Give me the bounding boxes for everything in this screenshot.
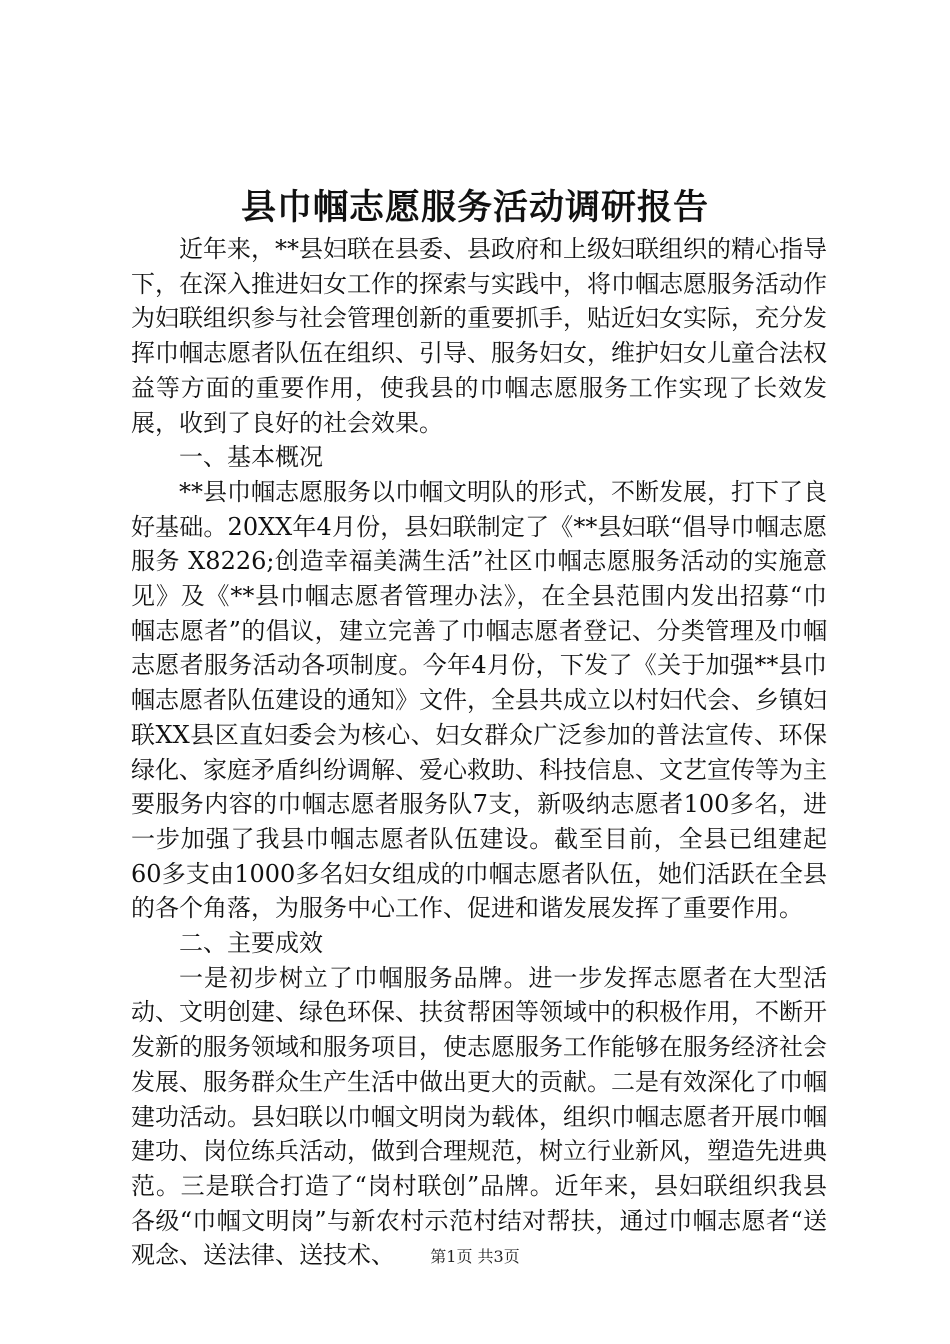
overview-paragraph: **县巾帼志愿服务以巾帼文明队的形式，不断发展，打下了良好基础。20XX年4月份，县妇联制定了《**县妇联“倡导巾帼志愿服务 X8226;创造幸福美满生活”社区巾帼志愿服务活动的实施意见》及《**县巾帼志愿者管理办法》，在全县范围内发出招募“巾帼志愿者”的倡议，建立完善了巾帼志愿者登记、分类管理及巾帼志愿者服务活动各项制度。今年4月份，下发了《关于加强**县巾帼志愿者队伍建设的通知》文件，全县共成立以村妇代会、乡镇妇联XX县区直妇委会为核心、妇女群众广泛参加的普法宣传、环保绿化、家庭矛盾纠纷调解、爱心救助、科技信息、文艺宣传等为主要服务内容的巾帼志愿者服务队7支，新吸纳志愿者100多名，进一步加强了我县巾帼志愿者队伍建设。截至目前，全县已组建起60多支由1000多名妇女组成的巾帼志愿者队伍，她们活跃在全县的各个角落，为服务中心工作、促进和谐发展发挥了重要作用。: [131, 477, 827, 923]
document-title: 县巾帼志愿服务活动调研报告: [240, 187, 709, 228]
page-footer: 第1页 共3页: [430, 1247, 520, 1266]
intro-paragraph: 近年来，**县妇联在县委、县政府和上级妇联组织的精心指导下，在深入推进妇女工作的探索与实践中，将巾帼志愿服务活动作为妇联组织参与社会管理创新的重要抓手，贴近妇女实际，充分发挥巾帼志愿者队伍在组织、引导、服务妇女，维护妇女儿童合法权益等方面的重要作用，使我县的巾帼志愿服务工作实现了长效发展，收到了良好的社会效果。: [131, 235, 827, 437]
achievements-paragraph: 一是初步树立了巾帼服务品牌。进一步发挥志愿者在大型活动、文明创建、绿色环保、扶贫帮困等领域中的积极作用，不断开发新的服务领域和服务项目，使志愿服务工作能够在服务经济社会发展、服务群众生产生活中做出更大的贡献。二是有效深化了巾帼建功活动。县妇联以巾帼文明岗为载体，组织巾帼志愿者开展巾帼建功、岗位练兵活动，做到合理规范，树立行业新风，塑造先进典范。三是联合打造了“岗村联创”品牌。近年来，县妇联组织我县各级“巾帼文明岗”与新农村示范村结对帮扶，通过巾帼志愿者“送观念、送法律、送技术、: [131, 963, 827, 1270]
section-heading-overview: 一、基本概况: [179, 443, 323, 472]
section-heading-achievements: 二、主要成效: [179, 929, 323, 958]
document-body: [131, 232, 827, 1273]
